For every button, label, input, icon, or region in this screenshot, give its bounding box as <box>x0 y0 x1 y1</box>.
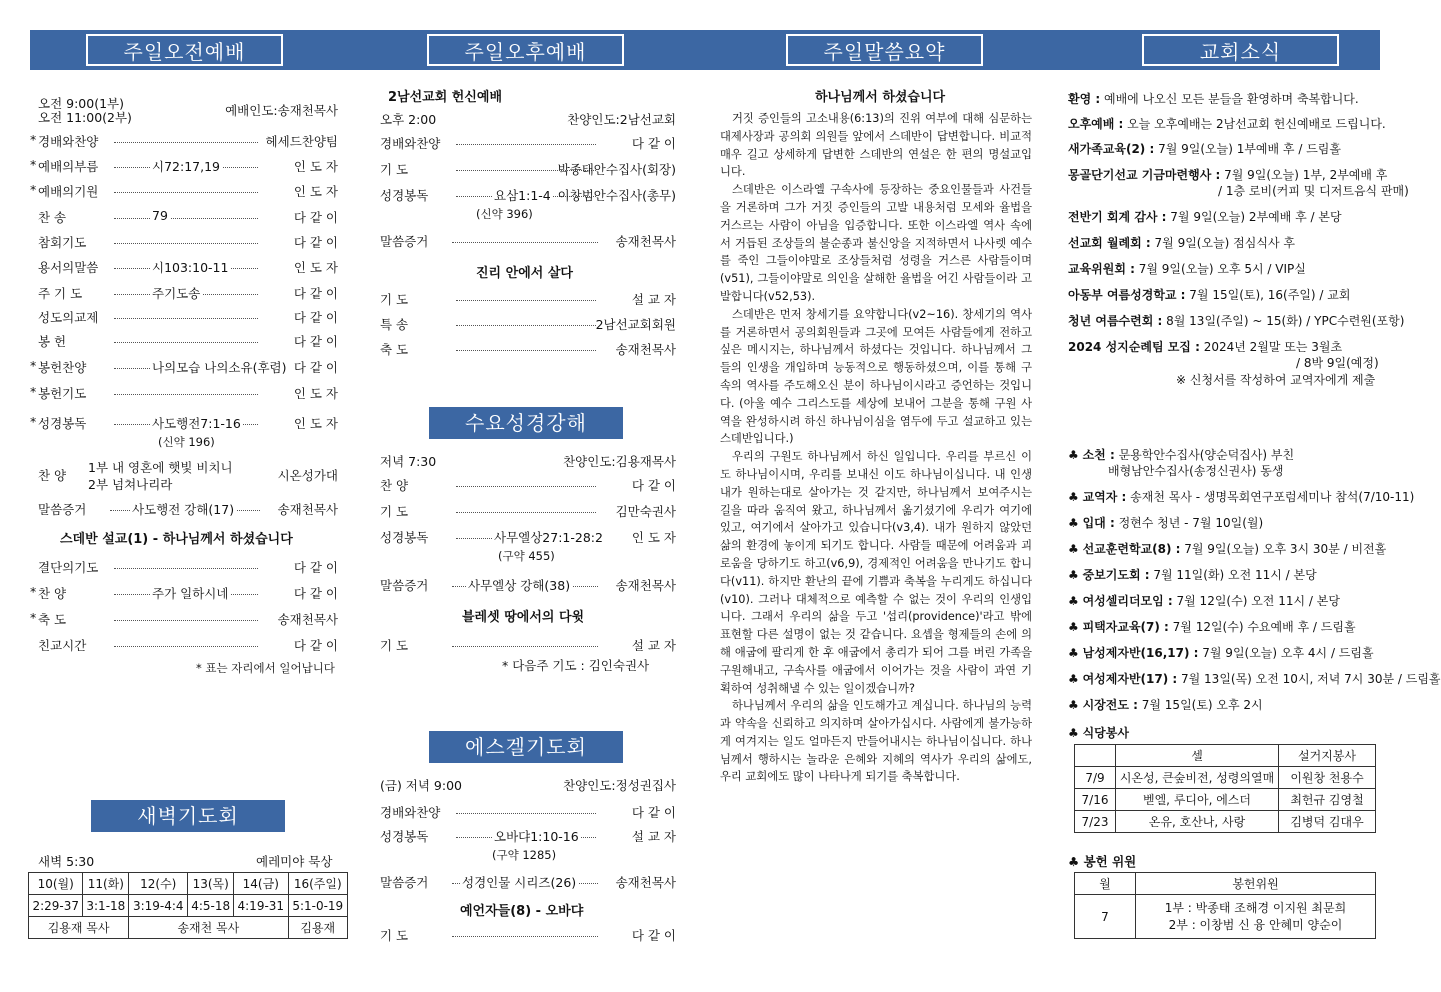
dawn-time: 새벽 5:30 <box>38 854 95 869</box>
program-value: 인 도 자 <box>293 184 338 199</box>
dawn-reference: 4:19-31 <box>234 895 288 917</box>
program-value: 다 같 이 <box>293 360 338 375</box>
ezekiel-title: 에스겔기도회 <box>429 731 623 763</box>
program-row <box>38 332 338 348</box>
kitchen-cell: 벧엘, 루디아, 에스더 <box>1116 789 1279 811</box>
program-label: 기 도 <box>380 504 409 519</box>
star-marker: * <box>30 610 37 625</box>
kitchen-cell: 최헌규 김영철 <box>1279 789 1376 811</box>
news-value: 7월 9일(오늘) 오후 4시 / 드림홀 <box>1198 646 1374 660</box>
program-row <box>30 384 338 401</box>
word-preacher: 송재천목사 <box>615 578 676 593</box>
offering-header-month: 월 <box>1075 873 1136 895</box>
word-series: 사도행전 강해(17) <box>132 502 235 517</box>
sermon-paragraph: 거짓 증인들의 고소내용(6:13)의 진위 여부에 대해 심문하는 대제사장과 공의회 의원들 앞에서 스데반이 답변합니다. 비교적 매우 길고 상세하게 답변한 스데반의 연설은 한 편의 명설교입니다. <box>720 112 1032 179</box>
program-value: 다 같 이 <box>293 286 338 301</box>
program-label: 봉헌찬양 <box>38 360 87 375</box>
news-item <box>1068 260 1306 277</box>
program-value: 다 같 이 <box>293 334 338 349</box>
cross-icon: ♣ <box>1068 646 1083 660</box>
program-value: 다 같 이 <box>631 478 676 493</box>
dawn-day: 10(월) <box>29 873 83 895</box>
morning-sermon-title: 스데반 설교(1) - 하나님께서 하셨습니다 <box>60 532 293 547</box>
program-row <box>380 290 676 306</box>
wednesday-time: 저녁 7:30 <box>380 454 437 469</box>
news-value: / 8박 9일(예정) <box>1296 356 1379 370</box>
program-row <box>30 132 338 149</box>
word-label: 말씀증거 <box>38 502 87 517</box>
news-value: 7월 15일(토), 16(주일) / 교회 <box>1185 288 1351 302</box>
program-value: 다 같 이 <box>631 136 676 151</box>
news-item <box>1068 566 1317 583</box>
prayer-label: 기 도 <box>380 928 409 943</box>
program-value: 다 같 이 <box>293 586 338 601</box>
program-label: 성경봉독 <box>380 829 429 844</box>
news-key: 여성셀리더모임 : <box>1082 594 1173 608</box>
program-row <box>38 636 338 652</box>
news-value: 정현수 청년 - 7월 10일(월) <box>1114 516 1264 530</box>
cross-icon: ♣ <box>1068 726 1083 740</box>
program-value: 다 같 이 <box>293 638 338 653</box>
dawn-day: 16(주일) <box>288 873 347 895</box>
news-key: 중보기도회 : <box>1082 568 1150 582</box>
kitchen-cell: 김병덕 김대우 <box>1279 811 1376 833</box>
dawn-reference: 2:29-37 <box>29 895 83 917</box>
wednesday-sermon-title: 블레셋 땅에서의 다윗 <box>462 610 585 625</box>
news-list-2 <box>1068 446 1441 746</box>
offering-header-members: 봉헌위원 <box>1136 873 1376 895</box>
offering-committee-heading <box>1068 852 1136 870</box>
prayer-label: 기 도 <box>380 638 409 653</box>
program-value: 설 교 자 <box>631 829 676 844</box>
news-key: 남성제자반(16,17) : <box>1082 646 1199 660</box>
kitchen-cell: 7/16 <box>1075 789 1116 811</box>
ezekiel-service <box>380 776 676 946</box>
ezekiel-sermon-title: 예언자들(8) - 오바댜 <box>460 904 584 919</box>
news-item <box>1068 312 1404 329</box>
program-detail: 오바댜1:10-16 <box>494 829 579 844</box>
news-key: 피택자교육(7) : <box>1082 620 1169 634</box>
program-label: 성도의교제 <box>38 310 99 325</box>
next-week-prayer: * 다음주 기도 : 김인숙권사 <box>502 658 650 673</box>
program-label: 결단의기도 <box>38 560 99 575</box>
news-item <box>1218 182 1409 199</box>
news-key: 새가족교육(2) : <box>1068 142 1155 156</box>
program-label: 성경봉독 <box>380 188 429 203</box>
news-item <box>1068 644 1374 661</box>
choir-line-1: 1부 내 영혼에 햇빛 비치니 <box>88 460 233 475</box>
news-key: 몽골단기선교 기금마련행사 : <box>1068 168 1221 182</box>
word-label: 말씀증거 <box>380 875 429 890</box>
news-key: 오후예배 : <box>1068 117 1124 131</box>
afternoon-reading-note: (신약 396) <box>476 207 533 221</box>
program-value: 다 같 이 <box>293 310 338 325</box>
news-value: 7월 9일(오늘) 1부예배 후 / 드림홀 <box>1154 142 1341 156</box>
program-row <box>380 134 676 150</box>
offering-title: 봉헌 위원 <box>1083 854 1137 869</box>
news-value: 7월 9일(오늘) 오후 5시 / VIP실 <box>1134 262 1306 276</box>
program-label: 성경봉독 <box>38 416 87 431</box>
news-item <box>1068 115 1386 132</box>
cross-icon: ♣ <box>1068 672 1083 686</box>
news-value: 예배에 나오신 모든 분들을 환영하며 축복합니다. <box>1100 92 1359 106</box>
program-row <box>30 157 338 174</box>
program-label: 경배와찬양 <box>38 134 99 149</box>
news-item <box>1068 670 1441 687</box>
program-row <box>38 233 338 249</box>
news-item <box>1296 354 1379 371</box>
dawn-prayer-title: 새벽기도회 <box>91 800 285 832</box>
news-item <box>1068 338 1342 355</box>
afternoon-service <box>380 86 676 357</box>
dawn-leader: 송재천 목사 <box>129 917 288 939</box>
prayer-value: 다 같 이 <box>631 928 676 943</box>
kitchen-cell: 온유, 호산나, 사랑 <box>1116 811 1279 833</box>
ezekiel-time: (금) 저녁 9:00 <box>380 778 462 793</box>
program-row <box>30 182 338 199</box>
program-row <box>380 528 676 544</box>
cross-icon: ♣ <box>1068 594 1083 608</box>
program-row <box>38 208 338 224</box>
kitchen-header <box>1075 745 1116 767</box>
news-item <box>1068 540 1386 557</box>
program-value: 인 도 자 <box>293 260 338 275</box>
news-key: 여성제자반(17) : <box>1082 672 1178 686</box>
program-value: 2남선교회회원 <box>595 317 676 332</box>
program-value: 송재천목사 <box>615 342 676 357</box>
wednesday-word-row <box>380 576 676 592</box>
sermon-body <box>720 110 1032 920</box>
program-value: 인 도 자 <box>293 159 338 174</box>
word-label: 말씀증거 <box>380 234 429 249</box>
program-label: 주 기 도 <box>38 286 83 301</box>
program-value: 설 교 자 <box>631 292 676 307</box>
program-label: 용서의말씀 <box>38 260 99 275</box>
dawn-schedule-table <box>28 872 348 939</box>
cross-icon: ♣ <box>1068 490 1083 504</box>
dawn-day: 13(목) <box>188 873 234 895</box>
program-label: 예배의기원 <box>38 184 99 199</box>
prayer-value: 설 교 자 <box>631 638 676 653</box>
morning-leader: 예배인도:송재천목사 <box>225 103 338 118</box>
news-item <box>1068 166 1387 183</box>
program-label: 찬 양 <box>380 478 409 493</box>
program-label: 봉헌기도 <box>38 386 87 401</box>
ezekiel-reading-note: (구약 1285) <box>492 848 557 862</box>
program-row <box>30 610 338 627</box>
news-key: 교역자 : <box>1082 490 1127 504</box>
sermon-title: 하나님께서 하셨습니다 <box>815 90 946 105</box>
program-value: 인 도 자 <box>293 416 338 431</box>
cross-icon: ♣ <box>1068 698 1083 712</box>
kitchen-service-table <box>1074 744 1376 833</box>
program-row <box>30 358 338 375</box>
news-key: 전반기 회계 감사 : <box>1068 210 1167 224</box>
morning-reading-note: (신약 196) <box>158 435 215 449</box>
program-value: 다 같 이 <box>293 235 338 250</box>
program-label: 축 도 <box>38 612 67 627</box>
news-value: 7월 15일(토) 오후 2시 <box>1137 698 1263 712</box>
news-value: 7월 12일(수) 오전 11시 / 본당 <box>1172 594 1340 608</box>
program-label: 기 도 <box>380 292 409 307</box>
program-label: 찬 송 <box>38 210 67 225</box>
cross-icon: ♣ <box>1068 620 1083 634</box>
news-value: 7월 11일(화) 오전 11시 / 본당 <box>1149 568 1317 582</box>
news-value: 7월 12일(수) 수요예배 후 / 드림홀 <box>1168 620 1356 634</box>
program-row <box>380 803 676 819</box>
news-item <box>1108 462 1283 479</box>
ezekiel-prayer-row <box>380 926 676 942</box>
morning-time-1: 오전 9:00(1부) <box>38 96 124 111</box>
news-key: 교육위원회 : <box>1068 262 1135 276</box>
program-label: 봉 헌 <box>38 334 67 349</box>
church-news-title: 교회소식 <box>1142 34 1339 66</box>
program-row <box>380 827 676 843</box>
program-label: 기 도 <box>380 162 409 177</box>
news-key: 식당봉사 <box>1082 726 1129 740</box>
sermon-paragraph: 스데반은 먼저 창세기를 요약합니다(v2~16). 창세기의 역사를 거론하면서 공의회원들과 그곳에 모여든 사람들에게 전하고 싶은 메시지는, 하나님께서 하셨다는 것입니다. 하나님께서 그들의 인생을 개입하며 능동적으로 행동하셨으며, 이를 통해 구속의 역사를 주도해오신 분이 하나님이시라고 증언하는 것입니다. (아울 예수 그리스도를 세상에 보내어 그분을 통해 구원 사역을 완성하시려 하신 하나님이심을 염두에 두고 설교하고 있는 스데반입니다.) <box>720 307 1032 446</box>
star-marker: * <box>30 157 37 172</box>
dawn-day: 11(화) <box>83 873 129 895</box>
standing-note: * 표는 자리에서 일어납니다 <box>196 661 335 675</box>
program-value: 헤세드찬양팀 <box>265 134 338 149</box>
program-row <box>380 186 676 202</box>
news-item <box>1068 90 1359 107</box>
program-value: 이창범안수집사(총무) <box>557 188 676 203</box>
offering-month: 7 <box>1075 895 1136 939</box>
news-item <box>1068 724 1129 741</box>
program-row <box>38 258 338 274</box>
star-marker: * <box>30 132 37 147</box>
news-item <box>1068 488 1414 505</box>
news-value: 7월 9일(오늘) 점심식사 후 <box>1150 236 1295 250</box>
news-key: 소천 : <box>1082 448 1115 462</box>
program-detail: 나의모습 나의소유(후렴) <box>152 360 287 375</box>
cross-icon: ♣ <box>1068 516 1083 530</box>
program-value: 김만숙권사 <box>615 504 676 519</box>
program-label: 찬 양 <box>38 586 67 601</box>
program-detail: 시72:17,19 <box>152 159 220 174</box>
program-value: 다 같 이 <box>631 805 676 820</box>
program-label: 성경봉독 <box>380 530 429 545</box>
program-row <box>380 476 676 492</box>
program-value: 다 같 이 <box>293 210 338 225</box>
program-row <box>380 340 676 356</box>
program-row <box>38 308 338 324</box>
program-label: 참회기도 <box>38 235 87 250</box>
dawn-reference: 5:1-0-19 <box>288 895 347 917</box>
program-value: 인 도 자 <box>293 386 338 401</box>
offering-table <box>1074 872 1376 939</box>
dawn-leader: 김용재 <box>288 917 347 939</box>
news-key: 선교훈련학교(8) : <box>1082 542 1181 556</box>
program-row <box>380 160 676 176</box>
program-label: 축 도 <box>380 342 409 357</box>
news-value: ※ 신청서를 작성하여 교역자에게 제출 <box>1176 373 1376 387</box>
news-key: 선교회 월례회 : <box>1068 236 1151 250</box>
program-value: 인 도 자 <box>631 530 676 545</box>
word-preacher: 송재천목사 <box>277 502 338 517</box>
sermon-paragraph: 우리의 구원도 하나님께서 하신 일입니다. 우리를 부르신 이도 하나님이시며, 우리를 보내신 이도 하나님이십니다. 내 인생 내가 원하는대로 살아가는 것 같지만, 하나님께서 보여주시는 길을 따라 움직여 왔고, 하나님께서 옮기셨기에 우리가 여기에 있고, 여기에서 살아가고 있습니다(v3,4). 내가 원하지 않았던 삶의 환경에 놓이게 되기도 합니다. 사람들 때문에 어려움과 괴로움을 당하기도 하고(v6,9), 경제적인 어려움을 만나기도 합니다(v11). 하지만 환난의 끝에 기쁨과 축복을 누리게도 하십니다(v10). 그러나 대체적으로 예측할 수 없는 것이 우리의 인생입니다. 그래서 우리의 삶을 두고 '섭리(providence)'라고 밖에 표현할 다른 설명이 없는 것 같습니다. 요셉을 형제들의 손에 의해 애굽에 팔리게 한 후 애굽에서 총리가 되어 그를 버린 가족을 구원해내고, 구속사를 애굽에서 이어가는 것을 사람이 과연 기획하여 성취해낼 수 있는 일이겠습니까? <box>720 450 1032 695</box>
kitchen-cell: 이원창 천용수 <box>1279 767 1376 789</box>
morning-service <box>30 94 338 694</box>
wednesday-reading-note: (구약 455) <box>498 549 555 563</box>
sermon-summary-title: 주일말씀요약 <box>786 34 983 66</box>
news-item <box>1068 446 1294 463</box>
program-detail: 주가 일하시네 <box>152 586 229 601</box>
program-label: 경배와찬양 <box>380 805 441 820</box>
news-item <box>1068 286 1350 303</box>
word-label: 말씀증거 <box>380 578 429 593</box>
news-value: 문용학안수집사(양순덕집사) 부친 <box>1114 448 1295 462</box>
sermon-paragraph: 하나님께서 우리의 삶을 인도해가고 계십니다. 하나님의 능력과 약속을 신뢰하고 의지하며 살아가십시다. 사람에게 불가능하게 여겨지는 일도 얼마든지 만들어내시는 하나님이십니다. 하나님께서 행하시는 놀라운 은혜와 지혜의 역사가 우리의 삶에도, 우리 교회에도 많이 나타나게 되기를 축복합니다. <box>720 699 1032 784</box>
news-value: 2024년 2월말 또는 3월초 <box>1199 340 1343 354</box>
afternoon-time: 오후 2:00 <box>380 112 437 127</box>
news-value: 오늘 오후예배는 2남선교회 헌신예배로 드립니다. <box>1123 117 1386 131</box>
news-value: 7월 9일(오늘) 2부예배 후 / 본당 <box>1166 210 1342 224</box>
news-key: 환영 : <box>1068 92 1101 106</box>
wednesday-leader: 찬양인도:김용재목사 <box>563 454 676 469</box>
program-value: 다 같 이 <box>293 560 338 575</box>
ezekiel-word-row <box>380 873 676 889</box>
word-series: 성경인물 시리즈(26) <box>462 875 577 890</box>
dawn-reference: 3:1-18 <box>83 895 129 917</box>
sermon-paragraph: 스데반은 이스라엘 구속사에 등장하는 중요인물들과 사건들을 거론하며 그가 거짓 증인들의 고발 내용처럼 모세와 율법을 거스르는 사람이 아님을 입증합니다. 또한 이스라엘 역사 속에서 거듭된 조상들의 불순종과 불신앙을 지적하면서 나사렛 예수를 죽인 그들이야말로 조상들처럼 성령을 거스른 사람들이며(v51), 그들이야말로 의인을 살해한 율법을 어긴 사람들이라 고발합니다(v52,53). <box>720 183 1032 303</box>
program-value: 박종태안수집사(회장) <box>557 162 676 177</box>
kitchen-cell: 시온성, 큰숲비전, 성령의열매 <box>1116 767 1279 789</box>
news-item <box>1068 696 1263 713</box>
cross-icon: ♣ <box>1068 854 1084 869</box>
program-detail: 주기도송 <box>152 286 201 301</box>
program-detail: 사도행전7:1-16 <box>152 416 241 431</box>
wednesday-title: 수요성경강해 <box>429 407 623 439</box>
program-row <box>30 414 338 431</box>
dawn-day: 14(금) <box>234 873 288 895</box>
program-row <box>30 584 338 601</box>
morning-service-title: 주일오전예배 <box>86 34 283 66</box>
program-label: 친교시간 <box>38 638 87 653</box>
choir-value: 시온성가대 <box>277 468 338 483</box>
dawn-day: 12(수) <box>129 873 188 895</box>
wednesday-service <box>380 452 676 682</box>
news-value: 송재천 목사 - 생명목회연구포럼세미나 참석(7/10-11) <box>1126 490 1415 504</box>
star-marker: * <box>30 358 37 373</box>
kitchen-cell: 7/9 <box>1075 767 1116 789</box>
afternoon-service-title: 주일오후예배 <box>427 34 624 66</box>
news-key: 시장전도 : <box>1082 698 1138 712</box>
kitchen-header: 설거지봉사 <box>1279 745 1376 767</box>
news-key: 아동부 여름성경학교 : <box>1068 288 1186 302</box>
dawn-leader: 김용재 목사 <box>29 917 129 939</box>
ezekiel-leader: 찬양인도:정성권집사 <box>563 778 676 793</box>
news-item <box>1068 592 1340 609</box>
morning-word-row <box>38 500 338 516</box>
kitchen-header: 셀 <box>1116 745 1279 767</box>
choir-label: 찬 양 <box>38 468 67 483</box>
cross-icon: ♣ <box>1068 568 1083 582</box>
offering-line-1: 1부 : 박종태 조해경 이지원 최문희 <box>1164 900 1347 915</box>
news-value: 7월 9일(오늘) 오후 3시 30분 / 비전홀 <box>1180 542 1387 556</box>
program-row <box>380 315 676 331</box>
afternoon-leader: 찬양인도:2남선교회 <box>567 112 676 127</box>
news-key: 2024 성지순례팀 모집 : <box>1068 340 1200 354</box>
program-row <box>38 558 338 574</box>
afternoon-word-row <box>380 232 676 248</box>
program-label: 예배의부름 <box>38 159 99 174</box>
program-detail: 요삼1:1-4 <box>494 188 551 203</box>
cross-icon: ♣ <box>1068 542 1083 556</box>
news-key: 청년 여름수련회 : <box>1068 314 1163 328</box>
news-item <box>1068 234 1295 251</box>
news-value: 배형남안수집사(송정신권사) 동생 <box>1108 464 1284 478</box>
kitchen-cell: 7/23 <box>1075 811 1116 833</box>
wednesday-prayer-row <box>380 636 676 652</box>
dawn-book: 예레미야 묵상 <box>256 854 333 869</box>
program-label: 경배와찬양 <box>380 136 441 151</box>
news-value: / 1층 로비(커피 및 디저트음식 판매) <box>1218 184 1409 198</box>
cross-icon: ♣ <box>1068 448 1083 462</box>
news-item <box>1068 208 1342 225</box>
word-preacher: 송재천목사 <box>615 234 676 249</box>
afternoon-subtitle: 2남선교회 헌신예배 <box>388 90 503 105</box>
program-row <box>380 502 676 518</box>
offering-line-2: 2부 : 이창범 신 융 안혜미 양순이 <box>1168 917 1343 932</box>
morning-time-2: 오전 11:00(2부) <box>38 110 132 125</box>
program-detail: 79 <box>152 208 168 223</box>
choir-line-2: 2부 넘쳐나리라 <box>88 477 173 492</box>
news-key: 입대 : <box>1082 516 1115 530</box>
dawn-reference: 4:5-18 <box>188 895 234 917</box>
news-item <box>1068 618 1356 635</box>
star-marker: * <box>30 584 37 599</box>
news-value: 7월 13일(목) 오전 10시, 저녁 7시 30분 / 드림홀 <box>1177 672 1441 686</box>
word-series: 사무엘상 강해(38) <box>468 578 571 593</box>
afternoon-sermon-title: 진리 안에서 살다 <box>476 266 573 281</box>
star-marker: * <box>30 384 37 399</box>
news-item <box>1176 371 1375 388</box>
dawn-reference: 3:19-4:4 <box>129 895 188 917</box>
star-marker: * <box>30 182 37 197</box>
program-value: 송재천목사 <box>277 612 338 627</box>
news-item <box>1068 140 1341 157</box>
program-detail: 사무엘상27:1-28:2 <box>494 530 603 545</box>
program-label: 특 송 <box>380 317 409 332</box>
news-value: 8월 13일(주일) ~ 15(화) / YPC수련원(포항) <box>1162 314 1405 328</box>
word-preacher: 송재천목사 <box>615 875 676 890</box>
news-item <box>1068 514 1263 531</box>
news-list <box>1068 90 1409 390</box>
program-row <box>38 284 338 300</box>
program-detail: 시103:10-11 <box>152 260 229 275</box>
star-marker: * <box>30 414 37 429</box>
news-value: 7월 9일(오늘) 1부, 2부예배 후 <box>1220 168 1388 182</box>
